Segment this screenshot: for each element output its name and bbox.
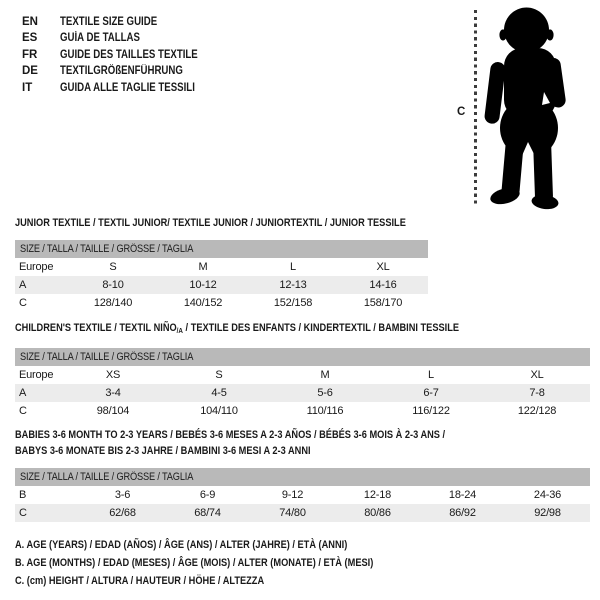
children-size-table [15,348,590,420]
language-label [60,80,224,96]
row-label: B [19,489,27,501]
junior-textile-section [15,217,428,312]
cell: 14-16 [338,276,428,294]
language-row-fr [22,47,224,63]
cell: XS [105,369,121,381]
footnote-c [15,572,442,590]
cell: 140/152 [183,297,223,309]
table-row [15,294,428,312]
table-row [15,384,590,402]
row-label: A [15,384,60,402]
title-part: / TEXTILE DES ENFANTS / KINDERTEXTIL / BAMBINI TESSILE [182,322,460,334]
junior-table-title-text: JUNIOR TEXTILE / TEXTIL JUNIOR/ TEXTILE JUNIOR / JUNIORTEXTIL / JUNIOR TESSILE [15,217,406,229]
toddler-silhouette-image [480,4,580,210]
cell: 12-18 [363,489,392,501]
babies-table-title [15,427,590,459]
cell: 152/158 [273,297,313,309]
cell: 128/140 [93,297,133,309]
babies-title-line-2: BABYS 3-6 MONATE BIS 2-3 JAHRE / BAMBINI 3-6 MESI A 2-3 ANNI [15,445,311,457]
cell: 6-9 [199,489,216,501]
language-label [60,14,224,30]
language-guide-list [22,14,224,96]
table-row [15,258,428,276]
children-table-title [15,322,590,335]
table-row [15,276,428,294]
row-label: C [19,297,27,309]
cell: 68/74 [165,504,250,522]
height-measure-dashed-line [474,10,477,207]
cell: 3-4 [60,384,166,402]
language-row-it [22,80,224,96]
footnote-a [15,536,442,554]
cell: 5-6 [272,384,378,402]
cell: XL [376,261,390,273]
language-label-text: TEXTILGRÖßENFÜHRUNG [60,65,183,78]
cell: 158/170 [363,297,403,309]
language-label [60,63,224,79]
table-header-row [15,468,590,486]
cell: 74/80 [250,504,335,522]
cell: 110/116 [306,405,344,417]
cell: 3-6 [114,489,131,501]
cell: 12-13 [248,276,338,294]
cell: S [215,369,223,381]
table-header-row [15,348,590,366]
cell: 18-24 [448,489,477,501]
height-measure-label: C [457,106,466,118]
footnote-b [15,554,442,572]
size-header-text: SIZE / TALLA / TAILLE / GRÖSSE / TAGLIA [20,243,194,255]
table-row [15,504,590,522]
language-row-es [22,30,224,46]
junior-size-table [15,240,428,312]
footnote-c-text: C. (cm) HEIGHT / ALTURA / HAUTEUR / HÖHE / ALTEZZA [15,575,265,587]
size-header-text: SIZE / TALLA / TAILLE / GRÖSSE / TAGLIA [20,471,194,483]
cell: S [109,261,117,273]
table-row [15,402,590,420]
row-label: C [15,504,80,522]
size-header-cell [15,348,590,366]
size-header-text: SIZE / TALLA / TAILLE / GRÖSSE / TAGLIA [20,351,194,363]
language-label-text: GUÍA DE TALLAS [60,32,140,45]
cell: 80/86 [335,504,420,522]
language-label-text: GUIDA ALLE TAGLIE TESSILI [60,81,195,94]
cell: 104/110 [200,405,238,417]
cell: L [290,261,296,273]
table-row [15,486,590,504]
cell: 86/92 [420,504,505,522]
size-header-cell [15,240,428,258]
language-row-de [22,63,224,79]
cell: M [198,261,208,273]
cell: 7-8 [484,384,590,402]
language-code: FR [22,48,38,61]
row-label: Europe [19,261,54,273]
language-code: EN [22,16,38,28]
language-label [60,47,224,63]
cell: 9-12 [281,489,304,501]
babies-textile-section [15,427,590,522]
cell: 6-7 [378,384,484,402]
language-code: IT [22,81,33,94]
footnote-b-text: B. AGE (MONTHS) / EDAD (MESES) / ÂGE (MOIS) / ALTER (MONATE) / ETÀ (MESI) [15,557,374,569]
size-header-cell [15,468,590,486]
cell: 98/104 [96,405,130,417]
cell: 62/68 [80,504,165,522]
children-table-title-text [15,322,459,337]
row-label: Europe [19,369,54,381]
row-label: C [19,405,27,417]
footnotes [15,536,442,590]
title-part: CHILDREN'S TEXTILE / TEXTIL NIÑO [15,322,177,334]
cell: 122/128 [517,405,557,417]
cell: 24-36 [533,489,562,501]
babies-size-table [15,468,590,522]
language-label-text: TEXTILE SIZE GUIDE [60,16,158,28]
junior-table-title [15,217,428,230]
language-label-text: GUIDE DES TAILLES TEXTILE [60,48,198,61]
table-header-row [15,240,428,258]
cell: XL [530,369,544,381]
footnote-a-text: A. AGE (YEARS) / EDAD (AÑOS) / ÂGE (ANS) / ALTER (JAHRE) / ETÀ (ANNI) [15,539,348,551]
cell: 10-12 [158,276,248,294]
title-subscript: /A [176,326,183,335]
cell: 4-5 [166,384,272,402]
children-textile-section [15,322,590,420]
table-row [15,366,590,384]
row-label: A [15,276,68,294]
cell: 8-10 [68,276,158,294]
language-label [60,30,224,46]
babies-title-line-1: BABIES 3-6 MONTH TO 2-3 YEARS / BEBÉS 3-6 MESES A 2-3 AÑOS / BÉBÉS 3-6 MOIS À 2-3 ANS / [15,429,446,441]
language-row-en [22,14,224,30]
cell: 116/122 [412,405,450,417]
cell: M [320,369,330,381]
language-code: ES [22,32,38,45]
cell: 92/98 [505,504,590,522]
language-code: DE [22,65,38,78]
cell: L [428,369,434,381]
